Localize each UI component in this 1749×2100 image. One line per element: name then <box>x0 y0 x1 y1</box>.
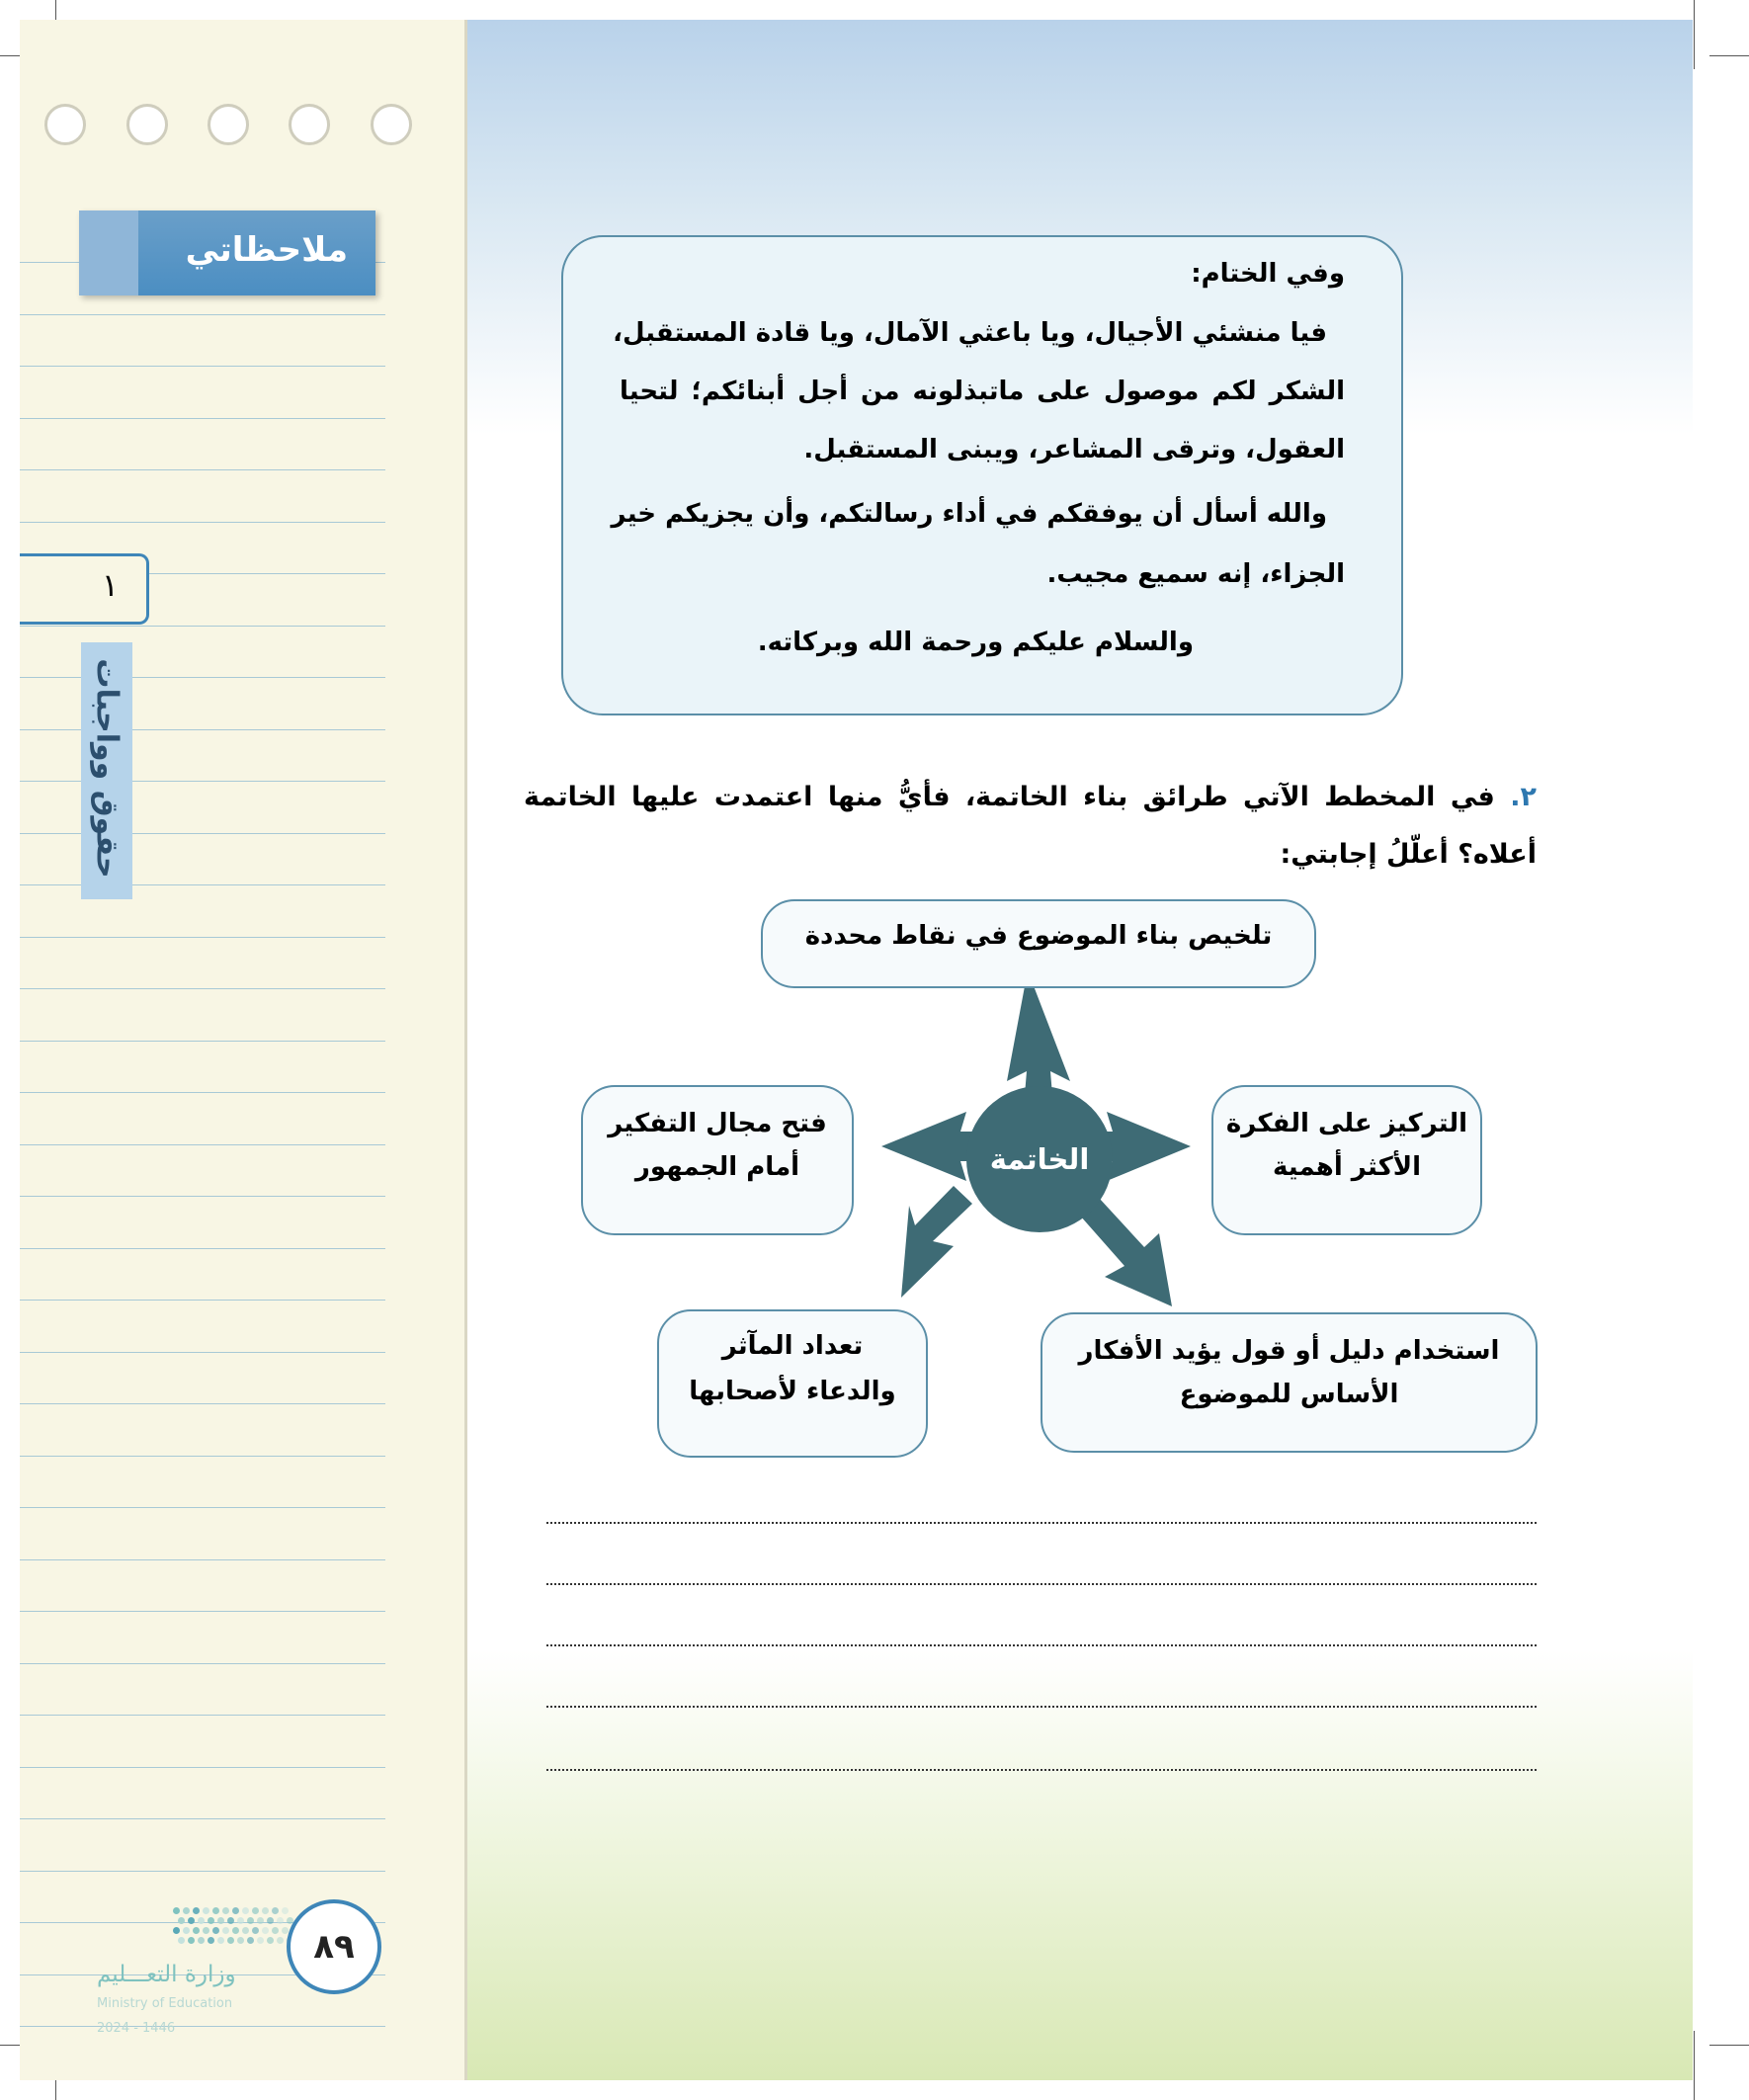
logo-dot <box>178 1937 185 1944</box>
ruled-line <box>20 937 385 938</box>
node-bottom-left-line1: تعداد المآثر <box>721 1331 864 1361</box>
logo-dot <box>242 1927 249 1934</box>
crop-mark <box>1694 0 1695 69</box>
node-bottom-right <box>1041 1312 1538 1453</box>
logo-dot <box>188 1917 195 1924</box>
answer-line[interactable] <box>546 1583 1537 1585</box>
logo-dot <box>277 1937 284 1944</box>
ruled-line <box>20 729 385 730</box>
node-right <box>1211 1085 1482 1235</box>
logo-dot <box>282 1907 289 1914</box>
logo-dot <box>212 1927 219 1934</box>
diagram-center: الخاتمة <box>966 1086 1113 1232</box>
logo-dot <box>232 1907 239 1914</box>
logo-dot <box>257 1917 264 1924</box>
node-bottom-left <box>657 1309 928 1458</box>
crop-mark <box>1709 55 1749 56</box>
node-top <box>761 899 1316 988</box>
answer-line[interactable] <box>546 1706 1537 1708</box>
ruled-line <box>20 626 385 627</box>
logo-dot <box>247 1917 254 1924</box>
page-number: ٨٩ <box>287 1899 381 1994</box>
ruled-line <box>20 418 385 419</box>
logo-dot <box>178 1917 185 1924</box>
logo-dot <box>237 1937 244 1944</box>
logo-dot <box>208 1937 214 1944</box>
closing-line: فيا منشئي الأجيال، ويا باعثي الآمال، ويا قادة المستقبل، <box>613 318 1327 348</box>
ruled-line <box>20 522 385 523</box>
logo-dot <box>222 1907 229 1914</box>
answer-line[interactable] <box>546 1522 1537 1524</box>
ministry-name-en: Ministry of Education <box>97 1996 233 2011</box>
logo-dot <box>262 1907 269 1914</box>
notes-tab-shade <box>79 210 138 295</box>
ruled-line <box>20 2026 385 2027</box>
logo-dot <box>227 1937 234 1944</box>
node-bottom-right-line2: الأساس للموضوع <box>1179 1380 1399 1409</box>
closing-salutation: والسلام عليكم ورحمة الله وبركاته. <box>757 628 1194 657</box>
logo-dot <box>173 1927 180 1934</box>
closing-line: الشكر لكم موصول على ماتبذلونه من أجل أبنائكم؛ لتحيا <box>620 377 1345 406</box>
ruled-line <box>20 1611 385 1612</box>
node-right-line2: الأكثر أهمية <box>1273 1152 1421 1182</box>
ruled-line <box>20 1092 385 1093</box>
closing-heading: وفي الختام: <box>1191 259 1345 289</box>
node-left-line2: أمام الجمهور <box>634 1152 800 1182</box>
ruled-line <box>20 469 385 470</box>
question-number: ٢. <box>1510 782 1538 812</box>
unit-title: حقوق وواجبات <box>89 658 125 879</box>
notes-title: ملاحظاتي <box>185 230 348 270</box>
crop-mark <box>1694 2031 1695 2100</box>
ministry-name-ar: وزارة التعـــليم <box>97 1962 236 1987</box>
ruled-line <box>20 1041 385 1042</box>
node-left-line1: فتح مجال التفكير <box>608 1109 827 1138</box>
logo-dot <box>217 1917 224 1924</box>
ruled-line <box>20 1196 385 1197</box>
ruled-line <box>20 1663 385 1664</box>
logo-dot <box>203 1907 209 1914</box>
logo-dot <box>203 1927 209 1934</box>
logo-dot <box>173 1907 180 1914</box>
crop-mark <box>1709 2045 1749 2046</box>
binder-hole <box>208 104 249 145</box>
ruled-line <box>20 1300 385 1301</box>
logo-dot <box>262 1927 269 1934</box>
logo-dot <box>227 1917 234 1924</box>
ruled-line <box>20 884 385 885</box>
logo-dot <box>217 1937 224 1944</box>
logo-dot <box>193 1907 200 1914</box>
ruled-line <box>20 1715 385 1716</box>
node-bottom-left-line2: والدعاء لأصحابها <box>689 1377 896 1406</box>
logo-dot <box>247 1937 254 1944</box>
ruled-line <box>20 781 385 782</box>
logo-dot <box>183 1907 190 1914</box>
node-bottom-right-line1: استخدام دليل أو قول يؤيد الأفكار <box>1078 1336 1500 1366</box>
logo-dot <box>198 1937 205 1944</box>
answer-line[interactable] <box>546 1769 1537 1771</box>
node-right-line1: التركيز على الفكرة <box>1225 1109 1468 1138</box>
logo-dot <box>272 1907 279 1914</box>
ruled-line <box>20 677 385 678</box>
binder-hole <box>44 104 86 145</box>
unit-title-ribbon <box>81 642 132 899</box>
binder-hole <box>289 104 330 145</box>
question-2 <box>524 769 1537 883</box>
node-top-text: تلخيص بناء الموضوع في نقاط محددة <box>804 921 1273 951</box>
question-line-2: أعلاه؟ أعلّلُ إجابتي: <box>1280 839 1537 870</box>
ruled-line <box>20 1144 385 1145</box>
logo-dot <box>198 1917 205 1924</box>
ruled-line <box>20 833 385 834</box>
logo-dot <box>188 1937 195 1944</box>
logo-dot <box>267 1917 274 1924</box>
question-text: في المخطط الآتي طرائق بناء الخاتمة، فأيُّ منها اعتمدت عليها الخاتمة <box>524 782 1495 812</box>
ruled-line <box>20 1818 385 1819</box>
logo-dot <box>242 1907 249 1914</box>
logo-dot <box>183 1927 190 1934</box>
logo-dot <box>222 1927 229 1934</box>
logo-dot <box>232 1927 239 1934</box>
ruled-line <box>20 1507 385 1508</box>
ruled-line <box>20 1559 385 1560</box>
question-line-1 <box>524 769 1537 826</box>
ruled-line <box>20 1352 385 1353</box>
logo-dot <box>252 1927 259 1934</box>
closing-line: والله أسأل أن يوفقكم في أداء رسالتكم، وأن يجزيكم خير <box>611 499 1327 529</box>
answer-line[interactable] <box>546 1644 1537 1646</box>
closing-line: الجزاء، إنه سميع مجيب. <box>1046 559 1345 589</box>
binder-hole <box>126 104 168 145</box>
logo-dot <box>208 1917 214 1924</box>
ruled-line <box>20 1871 385 1872</box>
ruled-line <box>20 1456 385 1457</box>
logo-dot <box>277 1917 284 1924</box>
ruled-line <box>20 366 385 367</box>
ruled-line <box>20 1767 385 1768</box>
ruled-line <box>20 1248 385 1249</box>
unit-number-box <box>20 553 149 625</box>
logo-dot <box>212 1907 219 1914</box>
ruled-line <box>20 1403 385 1404</box>
logo-dot <box>272 1927 279 1934</box>
ministry-year: 2024 - 1446 <box>97 2021 176 2036</box>
logo-dot <box>237 1917 244 1924</box>
logo-dot <box>267 1937 274 1944</box>
binder-hole <box>371 104 412 145</box>
ruled-line <box>20 988 385 989</box>
notes-sidebar <box>20 20 467 2080</box>
notes-tab <box>79 210 375 295</box>
closing-text-box <box>561 235 1403 715</box>
logo-dot <box>252 1907 259 1914</box>
logo-dot <box>193 1927 200 1934</box>
node-left <box>581 1085 854 1235</box>
logo-dot <box>257 1937 264 1944</box>
closing-line: العقول، وترقى المشاعر، ويبنى المستقبل. <box>803 435 1345 464</box>
ruled-line <box>20 314 385 315</box>
unit-number: ١ <box>101 566 119 604</box>
